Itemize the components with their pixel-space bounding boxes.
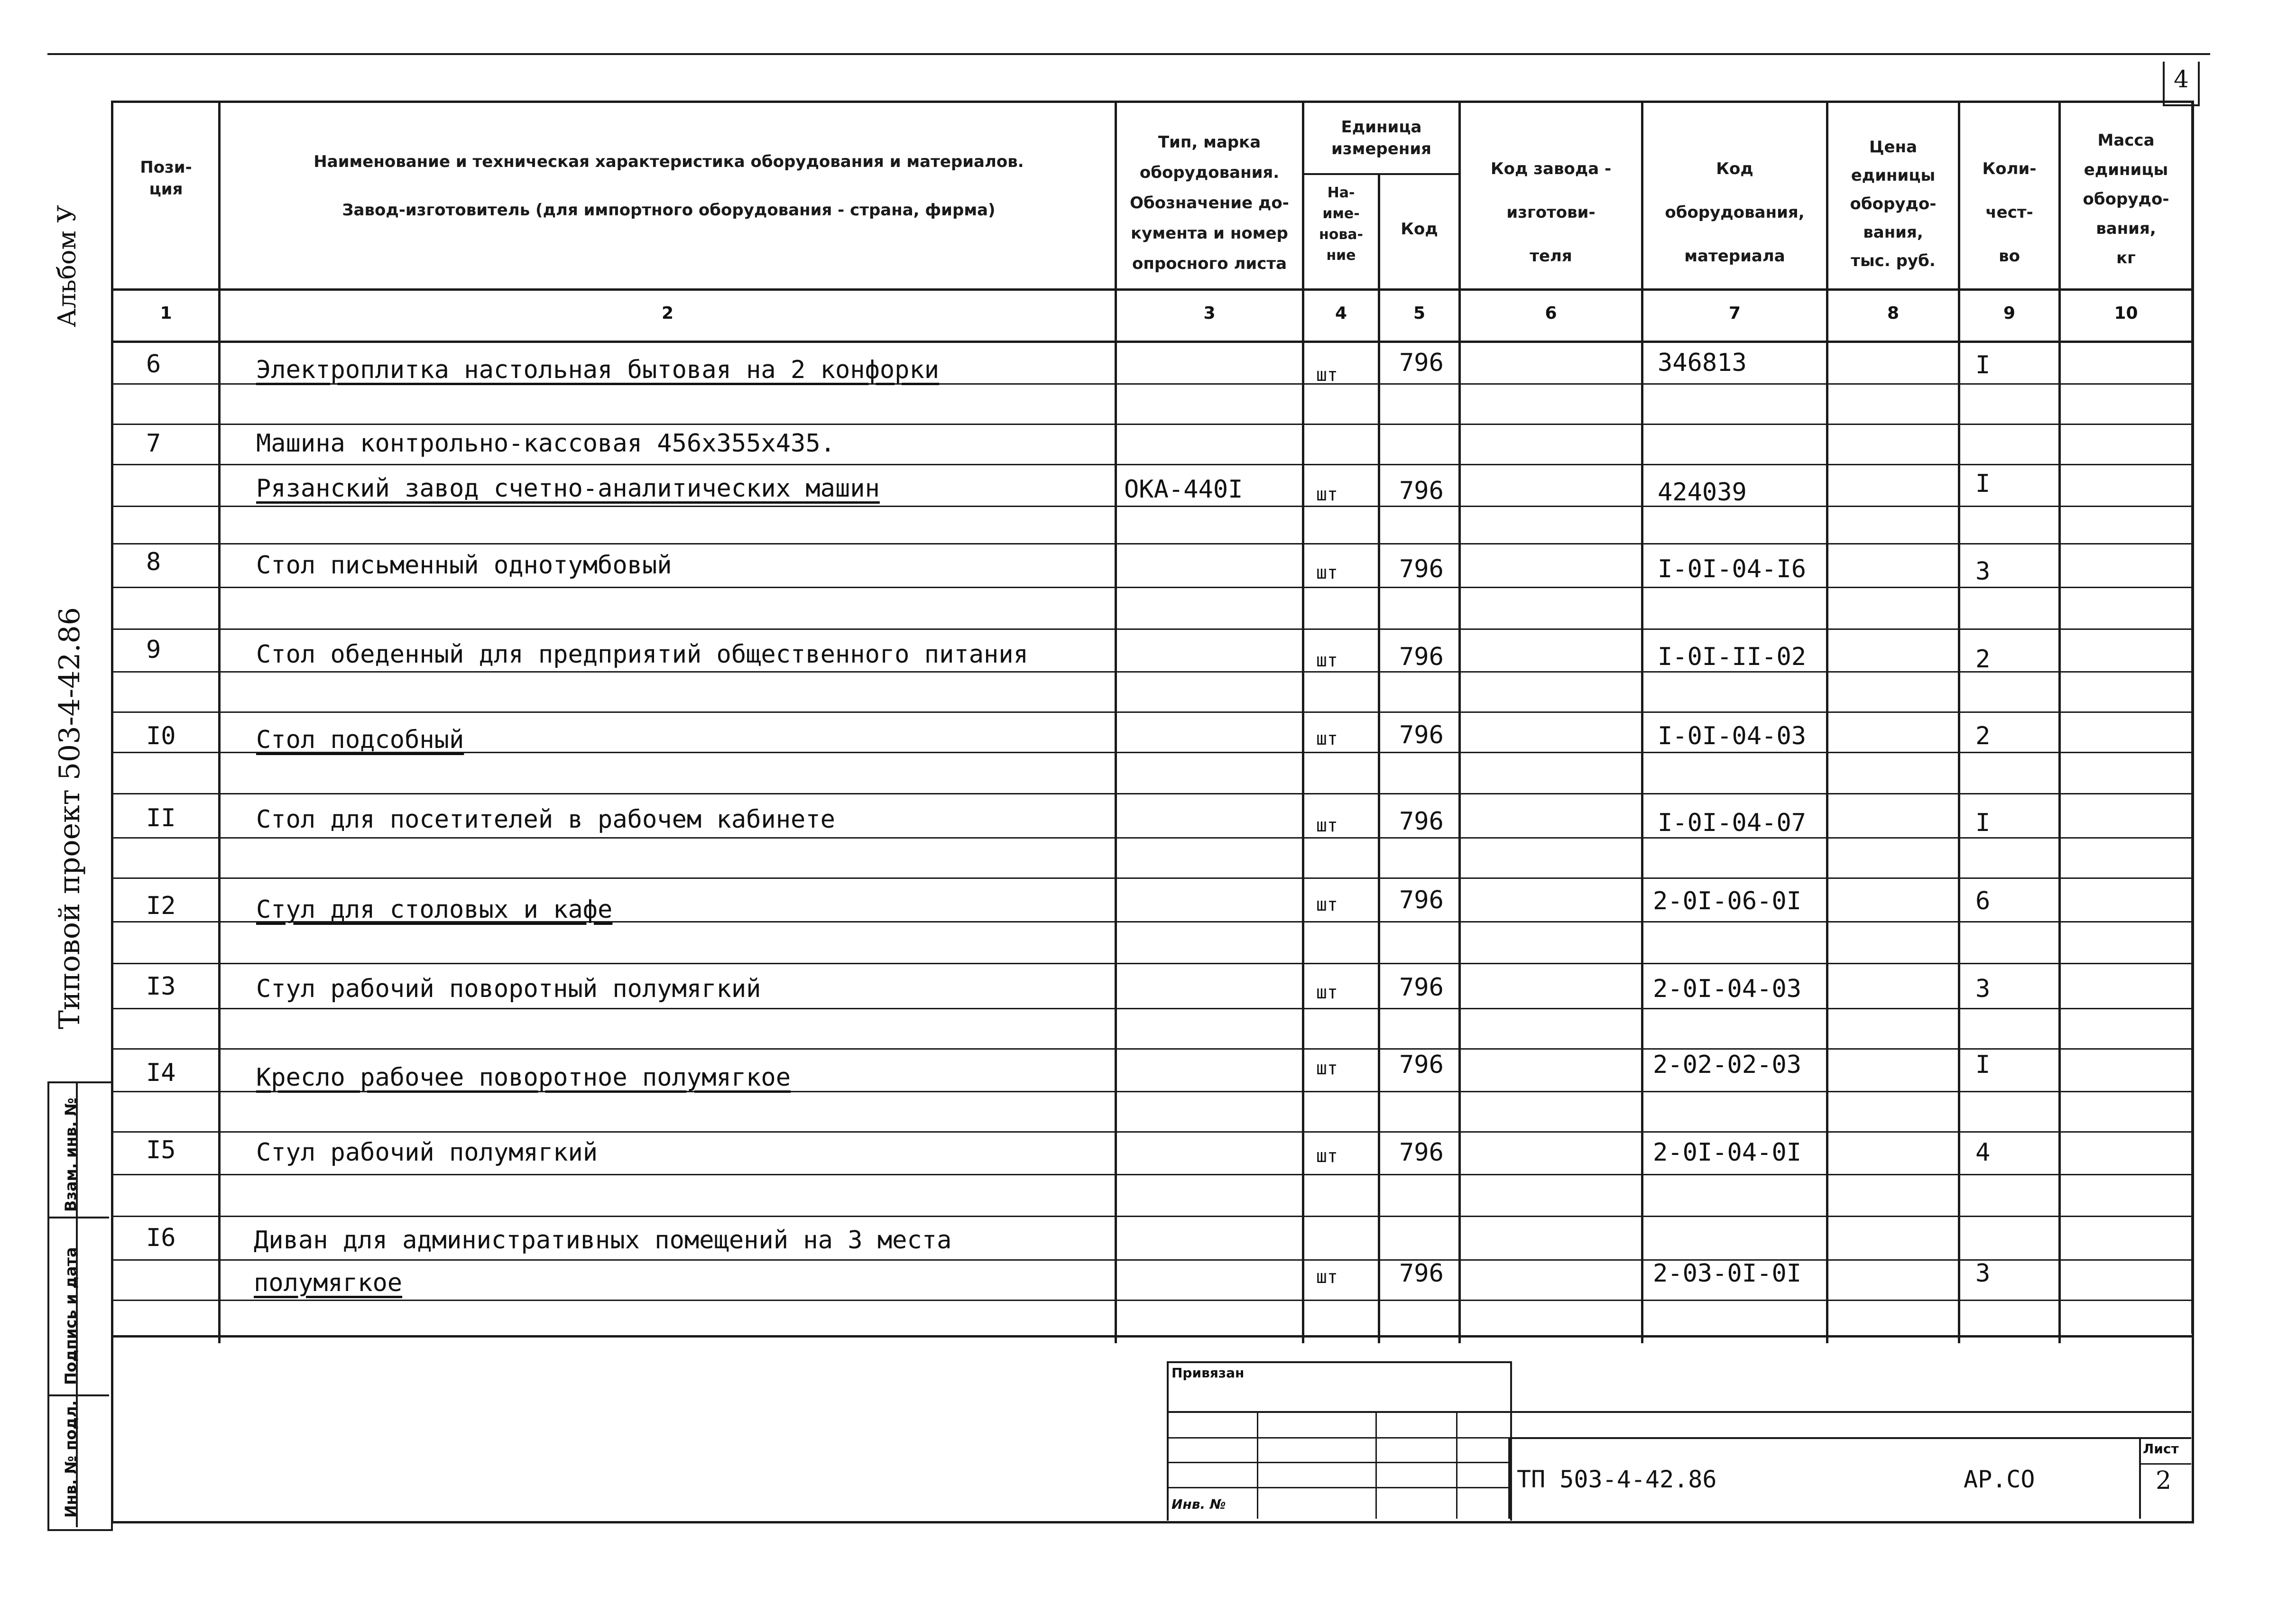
header-name-line1: Наименование и техническая характеристика оборудования и материалов. — [314, 152, 1024, 171]
row-position: I0 — [146, 722, 176, 750]
col-line — [1115, 101, 1117, 1343]
row-qty: 2 — [1975, 722, 1991, 750]
row-line — [111, 711, 2192, 713]
row-line — [111, 1216, 2192, 1217]
row-qty: 3 — [1975, 975, 1991, 1003]
side-box-divider — [47, 1394, 109, 1396]
col-number: 10 — [2114, 304, 2138, 323]
row-line — [111, 963, 2192, 964]
header-price: Цена единицы оборудо- вания, тыс. руб. — [1850, 138, 1937, 270]
col-number: 4 — [1335, 304, 1347, 323]
page-number: 4 — [2174, 65, 2189, 93]
sheet-label: Лист — [2143, 1441, 2179, 1457]
row-equip-code: 346813 — [1658, 349, 1747, 377]
header-type: Тип, марка оборудования. Обозначение до- кумента и номер опросного листа — [1130, 133, 1289, 273]
row-position: 8 — [146, 548, 161, 576]
row-equip-code: I-0I-04-I6 — [1658, 555, 1807, 583]
row-unit-code: 796 — [1399, 555, 1444, 583]
header-bottom-line — [111, 288, 2192, 291]
row-unit-code: 796 — [1399, 973, 1444, 1002]
row-unit-code: 796 — [1399, 807, 1444, 836]
row-unit: шт — [1316, 728, 1338, 749]
side-box-divider — [47, 1217, 109, 1218]
row-qty: I — [1975, 1051, 1991, 1079]
side-box-inv-replace: Взам. инв. № — [62, 1098, 80, 1212]
row-unit: шт — [1316, 982, 1338, 1003]
row-line — [111, 793, 2192, 794]
row-qty: I — [1975, 351, 1991, 379]
row-position: I5 — [146, 1136, 176, 1164]
stamp-line — [1167, 1411, 2191, 1413]
col-line — [1302, 101, 1304, 1343]
row-line — [111, 837, 2192, 839]
row-unit-code: 796 — [1399, 1051, 1444, 1079]
row-name: Машина контрольно-кассовая 456х355х435. — [256, 429, 835, 458]
col-number: 5 — [1413, 304, 1426, 323]
row-line — [111, 587, 2192, 588]
row-equip-code: 2-03-0I-0I — [1653, 1259, 1802, 1288]
row-name: Стул рабочий поворотный полумягкий — [256, 975, 761, 1003]
row-line — [111, 543, 2192, 544]
col-line — [1826, 101, 1828, 1343]
row-name-continued: Рязанский завод счетно-аналитических машин — [256, 474, 880, 503]
row-equip-code: 2-02-02-03 — [1653, 1051, 1802, 1079]
row-position: 7 — [146, 429, 161, 458]
row-unit-code: 796 — [1399, 477, 1444, 505]
row-line — [111, 877, 2192, 879]
row-qty: I — [1975, 470, 1991, 498]
row-name: Электроплитка настольная бытовая на 2 конфорки — [256, 356, 940, 384]
row-name: Стол обеденный для предприятий общественного питания — [256, 640, 1028, 669]
row-position: I4 — [146, 1059, 176, 1087]
row-unit: шт — [1316, 894, 1338, 915]
row-name: Стул рабочий полумягкий — [256, 1138, 598, 1167]
row-name: Кресло рабочее поворотное полумягкое — [256, 1063, 791, 1092]
stamp-bound-label: Привязан — [1171, 1365, 1245, 1381]
row-line — [111, 628, 2192, 630]
row-position: II — [146, 804, 176, 832]
col-line — [218, 101, 221, 1343]
side-box-signature: Подпись и дата — [62, 1247, 80, 1385]
row-unit-code: 796 — [1399, 349, 1444, 377]
row-unit: шт — [1316, 364, 1338, 385]
row-name: Стул для столовых и кафе — [256, 895, 613, 924]
row-unit: шт — [1316, 1145, 1338, 1166]
row-equip-code: 424039 — [1658, 478, 1747, 507]
row-line — [111, 424, 2192, 425]
header-unit-code: Код — [1401, 220, 1438, 239]
row-line — [111, 1048, 2192, 1050]
row-equip-code: 2-0I-06-0I — [1653, 887, 1802, 915]
header-position: Пози- ция — [140, 158, 192, 199]
side-stamp-column — [47, 1081, 113, 1531]
sheet-number: 2 — [2156, 1467, 2172, 1495]
project-label: Типовой проект 503-4-42.86 — [53, 607, 86, 1029]
col-number: 1 — [160, 304, 172, 323]
row-line — [111, 1174, 2192, 1175]
side-box-inv-original: Инв. № подл. — [62, 1400, 80, 1518]
album-label: Альбом У — [53, 205, 82, 327]
row-unit-code: 796 — [1399, 643, 1444, 671]
header-unit: Единица измерения — [1331, 118, 1431, 158]
row-line — [111, 671, 2192, 673]
col-line — [1641, 101, 1643, 1343]
stamp-document-code: ТП 503-4-42.86 — [1517, 1466, 1717, 1493]
stamp-line-v — [1456, 1411, 1457, 1519]
frame-right-inner — [2191, 101, 2194, 1334]
header-equip-code: Код оборудования, материала — [1665, 159, 1805, 266]
row-unit-code: 796 — [1399, 1138, 1444, 1167]
row-unit: шт — [1316, 815, 1338, 836]
row-unit-code: 796 — [1399, 886, 1444, 914]
row-line — [111, 1259, 2192, 1261]
row-equip-code: I-0I-04-03 — [1658, 722, 1807, 750]
row-position: I3 — [146, 972, 176, 1001]
col-line — [1958, 101, 1960, 1343]
row-unit: шт — [1316, 1266, 1338, 1287]
row-position: I2 — [146, 892, 176, 920]
row-line — [111, 1008, 2192, 1009]
row-qty: 3 — [1975, 1259, 1991, 1288]
row-name: Стол для посетителей в рабочем кабинете — [256, 805, 835, 834]
row-unit-code: 796 — [1399, 721, 1444, 749]
header-factory: Код завода - изготови- теля — [1490, 159, 1612, 266]
row-unit: шт — [1316, 650, 1338, 671]
col-number: 3 — [1203, 304, 1216, 323]
top-border-line — [47, 53, 2210, 55]
row-position: 6 — [146, 350, 161, 378]
row-qty: 2 — [1975, 645, 1991, 674]
row-qty: 4 — [1975, 1138, 1991, 1167]
row-unit: шт — [1316, 1058, 1338, 1079]
sheet-box-left — [2139, 1437, 2141, 1519]
row-unit: шт — [1316, 562, 1338, 583]
stamp-right-vert — [1508, 1437, 1510, 1519]
col-numbers-bottom-line — [111, 341, 2192, 343]
col-number: 6 — [1545, 304, 1557, 323]
row-name: Стол подсобный — [256, 726, 464, 754]
row-line — [111, 506, 2192, 507]
row-unit-code: 796 — [1399, 1259, 1444, 1288]
col-number: 2 — [661, 304, 674, 323]
col-number: 8 — [1887, 304, 1900, 323]
row-position: 9 — [146, 636, 161, 664]
row-equip-code: 2-0I-04-0I — [1653, 1138, 1802, 1167]
row-qty: I — [1975, 809, 1991, 837]
row-equip-code: I-0I-04-07 — [1658, 809, 1807, 837]
stamp-line-v — [1375, 1411, 1377, 1519]
row-equip-code: I-0I-II-02 — [1658, 643, 1807, 671]
col-number: 9 — [2003, 304, 2016, 323]
row-qty: 3 — [1975, 557, 1991, 586]
unit-sub-line — [1302, 173, 1458, 175]
header-unit-name: На- име- нова- ние — [1319, 185, 1364, 264]
row-unit: шт — [1316, 484, 1338, 505]
col-line — [2058, 101, 2061, 1343]
sheet-box-divider — [2139, 1463, 2191, 1465]
stamp-section-code: АР.СО — [1964, 1466, 2035, 1493]
stamp-line-v — [1257, 1411, 1258, 1519]
header-qty: Коли- чест- во — [1982, 159, 2037, 266]
col-line — [1458, 101, 1461, 1343]
header-name-line2: Завод-изготовитель (для импортного оборудования - страна, фирма) — [342, 201, 996, 220]
row-name: Диван для административных помещений на 3 места — [254, 1226, 952, 1255]
row-type: ОКА-440I — [1124, 475, 1243, 504]
row-equip-code: 2-0I-04-03 — [1653, 975, 1802, 1003]
row-line — [111, 1300, 2192, 1301]
row-position: I6 — [146, 1224, 176, 1252]
row-name: Стол письменный однотумбовый — [256, 551, 672, 580]
stamp-top-right — [1508, 1437, 2191, 1439]
stamp-inv-label: Инв. № — [1171, 1496, 1226, 1512]
row-name-continued: полумягкое — [254, 1269, 403, 1297]
col-line — [1378, 173, 1380, 1343]
row-line — [111, 1131, 2192, 1133]
col-number: 7 — [1728, 304, 1741, 323]
row-line — [111, 464, 2192, 465]
row-qty: 6 — [1975, 887, 1991, 915]
header-mass: Масса единицы оборудо- вания, кг — [2083, 131, 2169, 268]
table-bottom-line — [111, 1335, 2192, 1338]
